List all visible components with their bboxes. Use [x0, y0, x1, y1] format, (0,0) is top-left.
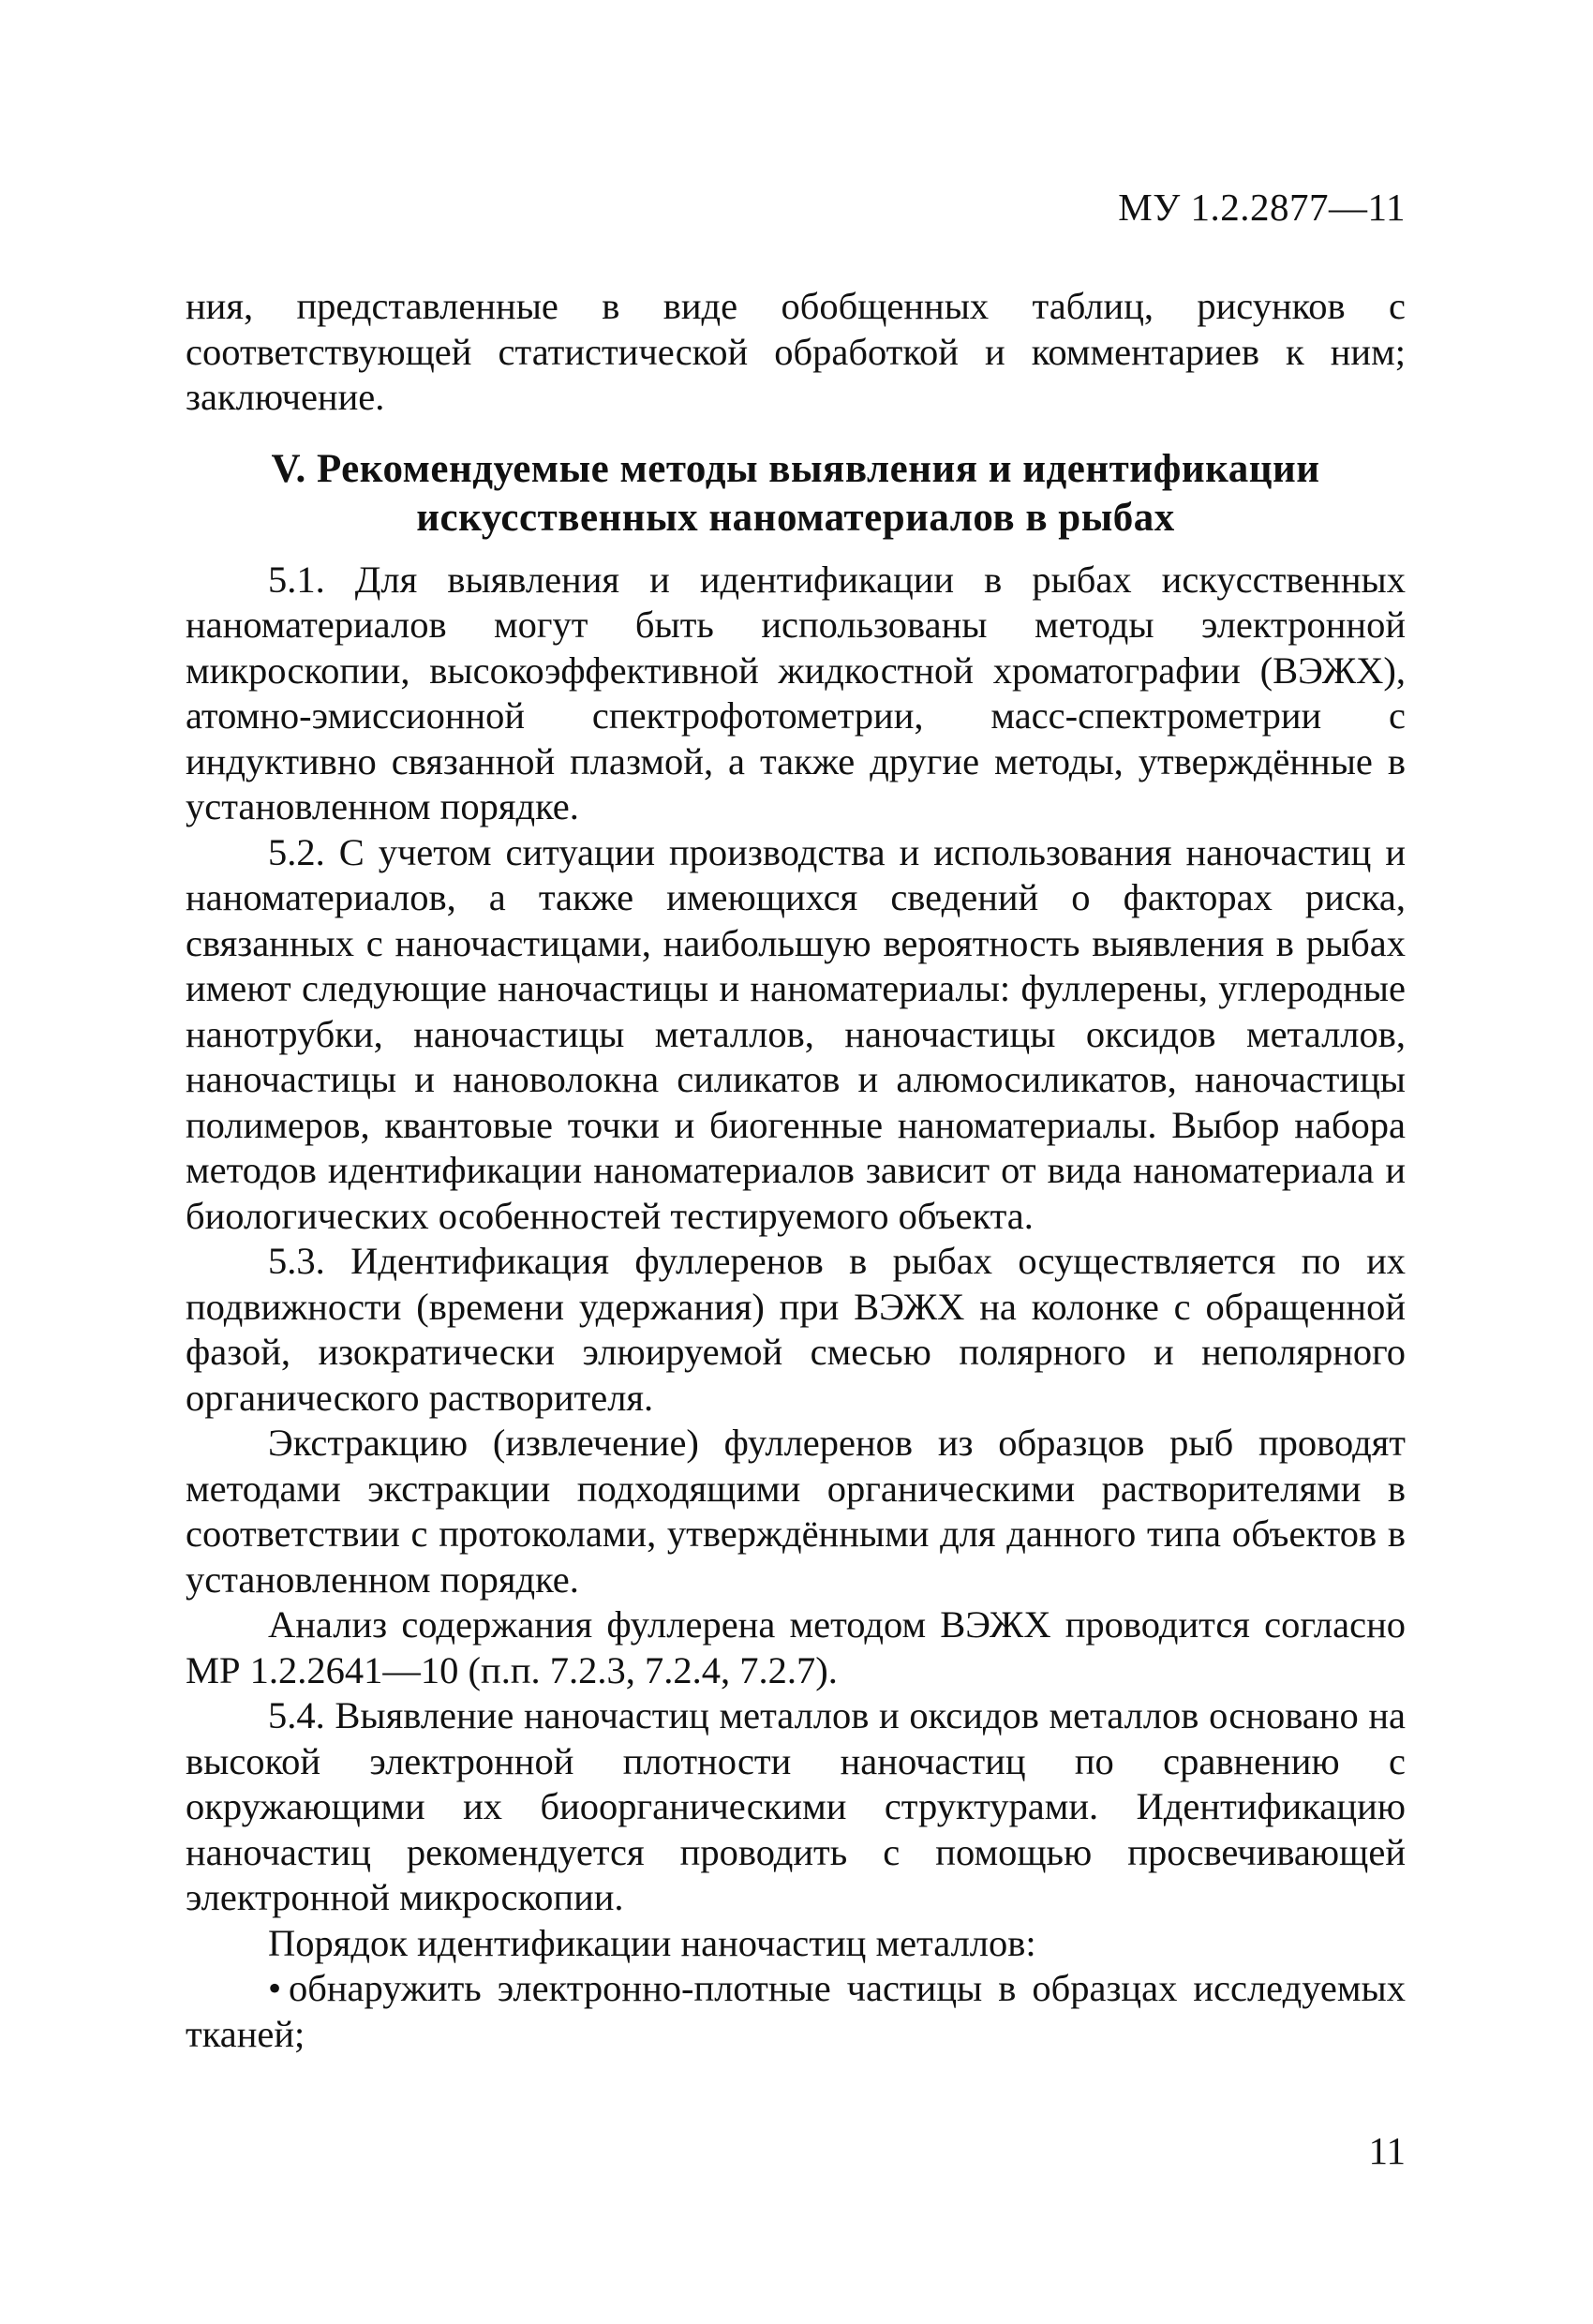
paragraph-5-2: 5.2. С учетом ситуации производства и использования наночастиц и наноматериалов, а также имеющихся сведений о факторах риска, связанных с наночастицами, наибольшую вероятность выявления в рыбах имеют следующие наночастицы и наноматериалы: фуллерены, углеродные нанотрубки, наночастицы металлов, наночастицы оксидов металлов, наночастицы и нановолокна силикатов и алюмосиликатов, наночастицы полимеров, квантовые точки и биогенные наноматериалы. Выбор набора методов идентификации наноматериалов зависит от вида наноматериала и биологических особенностей тестируемого объекта.: [186, 830, 1406, 1237]
document-code-header: МУ 1.2.2877—11: [1118, 186, 1406, 229]
body-text: [186, 284, 1406, 2057]
paragraph-analysis: Анализ содержания фуллерена методом ВЭЖХ проводится согласно МР 1.2.2641—10 (п.п. 7.2.3, 7.2.4, 7.2.7).: [186, 1603, 1406, 1691]
paragraph-5-4: 5.4. Выявление наночастиц металлов и оксидов металлов основано на высокой электронной плотности наночастиц по сравнению с окружающими их биоорганическими структурами. Идентификацию наночастиц рекомендуется проводить с помощью просвечивающей электронной микроскопии.: [186, 1694, 1406, 1918]
paragraph-5-3: 5.3. Идентификация фуллеренов в рыбах осуществляется по их подвижности (времени удержания) при ВЭЖХ на колонке с обращенной фазой, изократически элюируемой смесью полярного и неполярного органического растворителя.: [186, 1240, 1406, 1419]
bullet-icon: •: [268, 1967, 282, 2009]
bullet-list-item: [186, 1966, 1406, 2057]
bullet-text: обнаружить электронно-плотные частицы в образцах исследуемых тканей;: [186, 1967, 1406, 2055]
section-heading-line-2: искусственных наноматериалов в рыбах: [416, 495, 1175, 540]
paragraph-identification-order: Порядок идентификации наночастиц металлов:: [268, 1921, 1036, 1964]
paragraph-extraction: Экстракцию (извлечение) фуллеренов из образцов рыб проводят методами экстракции подходящими органическими растворителями в соответствии с протоколами, утверждёнными для данного типа объектов в установленном порядке.: [186, 1422, 1406, 1601]
paragraph-5-1: 5.1. Для выявления и идентификации в рыбах искусственных наноматериалов могут быть использованы методы электронной микроскопии, высокоэффективной жидкостной хроматографии (ВЭЖХ), атомно-эмиссионной спектрофотометрии, масс-спектрометрии с индуктивно связанной плазмой, а также другие методы, утверждённые в установленном порядке.: [186, 558, 1406, 827]
section-heading: [186, 445, 1406, 543]
page-number: 11: [1368, 2129, 1406, 2172]
intro-paragraph: ния, представленные в виде обобщенных таблиц, рисунков с соответствующей статистической обработкой и комментариев к ним; заключение.: [186, 285, 1406, 418]
section-heading-line-1: V. Рекомендуемые методы выявления и идентификации: [271, 446, 1320, 491]
